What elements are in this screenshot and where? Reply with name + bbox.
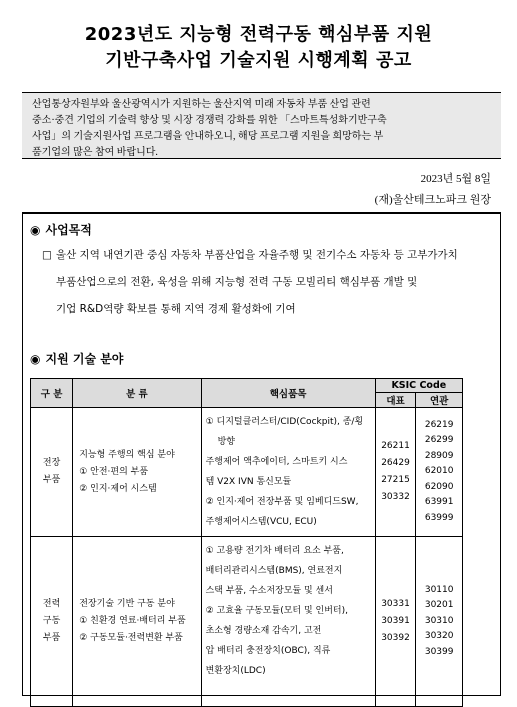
cell-core-items [201,408,375,537]
header-ksic-code: KSIC Code [375,379,462,393]
section-tech-fields-heading [30,350,123,367]
table-row [31,408,463,537]
purpose-text [42,242,497,323]
intro-notice-box [22,92,501,159]
header-core-items: 핵심품목 [201,379,375,408]
cell-gubun: 전장 부품 [31,408,73,537]
header-gubun: 구 분 [31,379,73,408]
announcement-title-line1: 2023년도 지능형 전력구동 핵심부품 지원 [84,24,433,45]
section-purpose-heading [30,221,92,238]
core-item: ① 디지털클러스터/CID(Cockpit), 종/횡방향 주행제어 액추에이터, 스마트키 시스 템 V2X IVN 통신모듈 [205,417,364,487]
table-row [31,537,463,707]
cell-gubun: 전력 구동 부품 [31,537,73,707]
tech-fields-table [30,378,463,707]
checkbox-square-icon: □ [42,249,52,261]
header-related: 연관 [416,393,463,408]
cell-related-codes: 26219 26299 28909 62010 62090 63991 63999 [416,408,463,537]
header-bunryu: 분 류 [73,379,201,408]
bullet-icon: ◉ [30,223,41,237]
cell-representative-codes: 26211 26429 27215 30332 [375,408,416,537]
section-heading-text: 사업목적 [45,223,92,237]
intro-notice-line: 산업통상자원부와 울산광역시가 지원하는 울산지역 미래 자동차 부품 산업 관련 [32,99,371,110]
section-heading-text: 지원 기술 분야 [45,352,124,366]
announcement-date: 2023년 5월 8일 [420,173,491,185]
cell-representative-codes: 30331 30391 30392 [375,537,416,707]
cell-related-codes: 30110 30201 30310 30320 30399 [416,537,463,707]
cell-bunryu: 전장기술 기반 구동 분야 ① 친환경 연료·배터리 부품 ② 구동모듈·전력변환 부품 [73,537,201,707]
cell-core-items [201,537,375,707]
cell-bunryu: 지능형 주행의 핵심 분야 ① 안전·편의 부품 ② 인지·제어 시스템 [73,408,201,537]
header-representative: 대표 [375,393,416,408]
intro-notice-line: 사업」의 기술지원사업 프로그램을 안내하오니, 해당 프로그램 지원을 희망하는 부 [32,131,384,142]
intro-notice-line: 중소·중견 기업의 기술력 향상 및 시장 경쟁력 강화를 위한 「스마트특성화기반구축 [32,115,387,126]
core-item: ② 고효율 구동모듈(모터 및 인버터), 초소형 경량소재 감속기, 고전 압 배터리 충전장치(OBC), 직류 변환장치(LDC) [205,606,348,676]
purpose-line: 기업 R&D역량 확보를 통해 지역 경제 활성화에 기여 [56,303,296,315]
intro-notice-line: 품기업의 많은 참여 바랍니다. [32,147,158,158]
purpose-line: □ 울산 지역 내연기관 중심 자동차 부품산업을 자율주행 및 전기수소 자동차 등 고부가가치 [42,249,458,261]
announcement-title-line2: 기반구축사업 기술지원 시행계획 공고 [105,50,412,71]
issuer-name: (재)울산테크노파크 원장 [374,194,491,206]
purpose-line: 부품산업으로의 전환, 육성을 위해 지능형 전력 구동 모빌리티 핵심부품 개발 및 [56,276,418,288]
core-item: ① 고용량 전기차 배터리 요소 부품, 배터리관리시스템(BMS), 연료전지 스택 부품, 수소저장모듈 및 센서 [205,546,344,596]
bullet-icon: ◉ [30,352,41,366]
core-item: ② 인지·제어 전장부품 및 임베디드SW, 주행제어시스템(VCU, ECU) [205,497,359,527]
